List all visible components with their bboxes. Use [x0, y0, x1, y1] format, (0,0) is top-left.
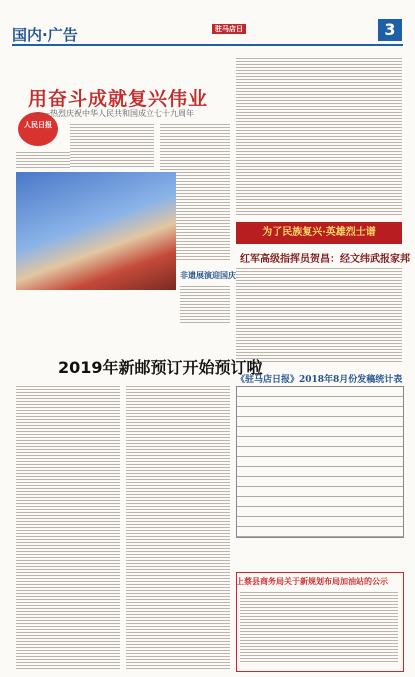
- subscription-body-left: [16, 384, 120, 670]
- masthead-logo: 驻马店日报: [212, 24, 246, 34]
- section-title: 国内·广告: [12, 26, 78, 44]
- notice-body: [240, 590, 398, 664]
- subscription-body-right: [126, 384, 230, 670]
- festival-photo: [16, 172, 176, 290]
- page-number: 3: [378, 19, 402, 41]
- stats-headline: 《驻马店日报》2018年8月份发稿统计表: [236, 375, 403, 385]
- subscription-headline: 2019年新邮预订开始预订啦: [58, 358, 263, 377]
- photo-credit-block: [180, 284, 230, 324]
- newspaper-logo: 人民日报: [18, 112, 58, 146]
- feature-headline: 红军高级指挥员贺昌：经文纬武报家邦: [240, 254, 410, 265]
- lead-body-left: [16, 150, 74, 168]
- header-rule: [12, 44, 403, 46]
- lead-body-mid: [70, 122, 154, 168]
- feature-banner: 为了民族复兴·英雄烈士谱: [236, 222, 402, 244]
- stats-table: [236, 386, 404, 538]
- feature-body: [236, 266, 402, 362]
- lead-deck: ——热烈庆祝中华人民共和国成立七十九周年: [34, 109, 194, 118]
- right-top-column: [236, 56, 402, 216]
- lead-headline: 用奋斗成就复兴伟业: [28, 88, 209, 110]
- photo-caption: 非遗展演迎国庆: [180, 271, 236, 280]
- notice-headline: 上蔡县商务局关于新规划布局加油站的公示: [236, 577, 388, 586]
